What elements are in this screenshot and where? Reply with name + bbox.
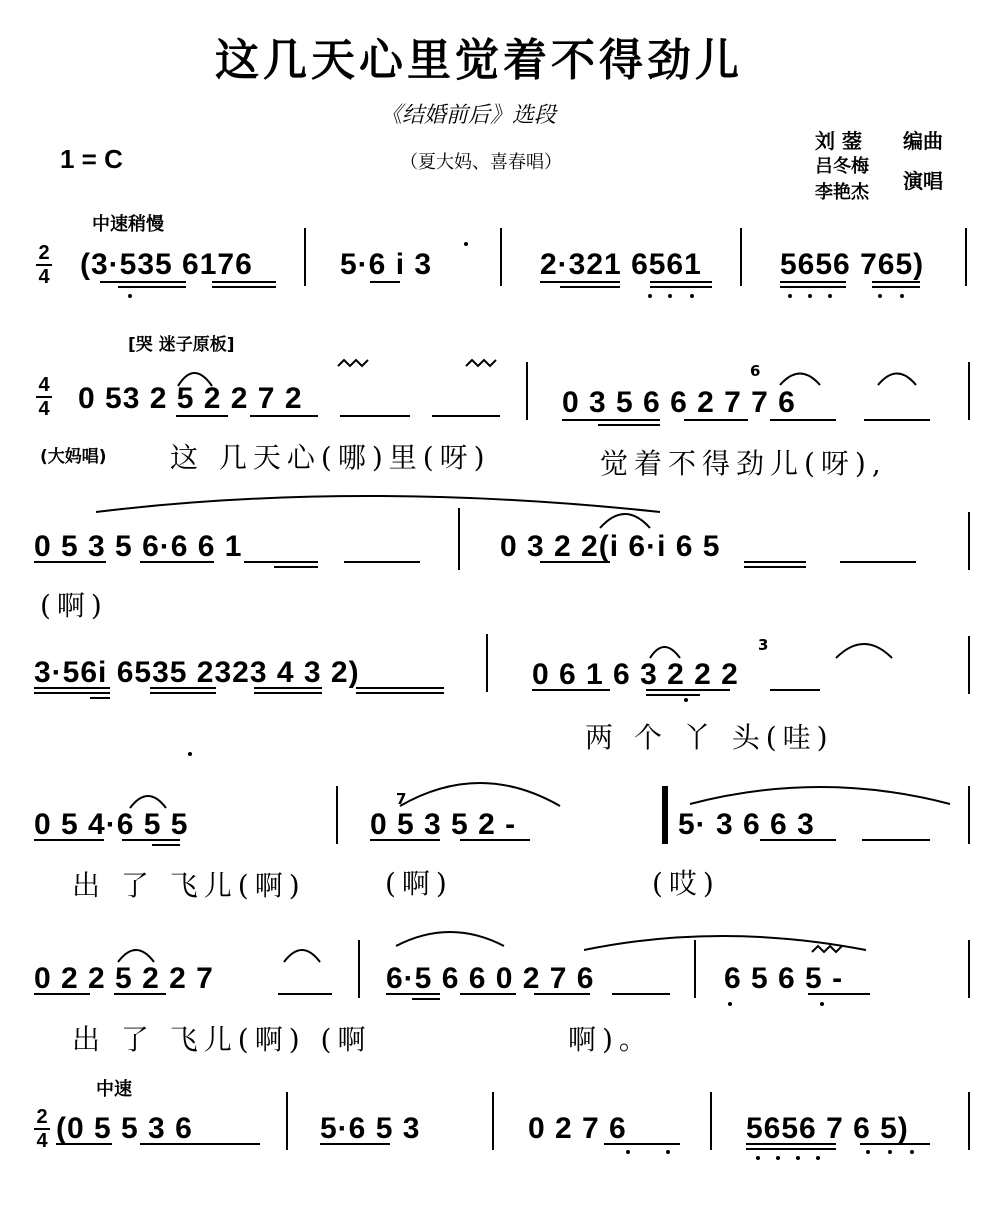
- grace-note: 7: [396, 790, 407, 808]
- measure-4-2: 0 6 1 6 3 2 2 2: [532, 658, 739, 691]
- lyrics-3-1: (啊): [40, 589, 108, 622]
- measure-1-4: 5656 765): [780, 248, 925, 281]
- measure-5-3: 5· 3 6 6 3: [678, 808, 815, 841]
- lyrics-2-2: 觉着不得劲儿(呀),: [600, 447, 887, 480]
- role-label: (大妈唱): [40, 447, 107, 467]
- lyrics-4-2: 两 个 丫 头(哇): [585, 721, 834, 754]
- tempo-marking: 中速: [96, 1079, 132, 1100]
- composer-name: 刘 蓥: [815, 129, 862, 153]
- measure-1-2: 5·6 i 3: [340, 248, 433, 281]
- page-title: 这几天心里觉着不得劲儿: [215, 35, 743, 86]
- measure-1-3: 2·321 6561: [540, 248, 702, 281]
- measure-3-2: 0 3 2 2(i 6·i 6 5: [500, 530, 721, 563]
- time-signature-4-4: 4 4: [36, 376, 52, 418]
- lyrics-6-2: 啊)。: [568, 1023, 653, 1056]
- performer-role: 演唱: [903, 169, 943, 193]
- lyrics-2-1: 这 几天心(哪)里(呀): [170, 441, 491, 474]
- grace-note: 3: [758, 636, 769, 654]
- singers-note: （夏大妈、喜春唱）: [400, 152, 562, 173]
- time-signature-2-4: 2 4: [34, 1108, 50, 1150]
- measure-7-3: 0 2 7 6: [528, 1112, 627, 1145]
- subtitle: 《结婚前后》选段: [380, 103, 557, 128]
- measure-1-1: (3·535 6176: [80, 248, 253, 281]
- measure-7-1: (0 5 5 3 6: [56, 1112, 193, 1145]
- time-signature-2-4: 2 4: [36, 244, 52, 286]
- measure-3-1: 0 5 3 5 6·6 6 1: [34, 530, 243, 563]
- measure-7-2: 5·6 5 3: [320, 1112, 421, 1145]
- lyrics-5-3: (哎): [652, 867, 720, 900]
- lyrics-6-1: 出 了 飞儿(啊) (啊: [72, 1023, 372, 1056]
- grace-note: 6: [750, 362, 761, 380]
- measure-2-2: 0 3 5 6 6 2 7 7 6: [562, 386, 796, 419]
- measure-2-1: 0 53 2 5 2 2 7 2: [78, 382, 303, 415]
- composer-role: 编曲: [903, 129, 943, 153]
- measure-4-1: 3·56i 6535 2323 4 3 2): [34, 656, 360, 689]
- measure-7-4: 5656 7 6 5): [746, 1112, 909, 1145]
- measure-6-1: 0 2 2 5 2 2 7: [34, 962, 214, 995]
- measure-5-2: 0 5 3 5 2 -: [370, 808, 517, 841]
- performer-2: 李艳杰: [815, 182, 869, 203]
- banqiang-label: [哭 迷子原板]: [128, 335, 235, 355]
- measure-5-1: 0 5 4·6 5 5: [34, 808, 189, 841]
- measure-6-2: 6·5 6 6 0 2 7 6: [386, 962, 595, 995]
- key-signature: 1 = C: [60, 144, 123, 174]
- lyrics-5-1: 出 了 飞儿(啊): [72, 869, 306, 902]
- measure-6-3: 6 5 6 5 -: [724, 962, 844, 995]
- performer-1: 吕冬梅: [815, 156, 869, 177]
- tempo-marking: 中速稍慢: [92, 214, 164, 235]
- lyrics-5-2: (啊): [385, 867, 453, 900]
